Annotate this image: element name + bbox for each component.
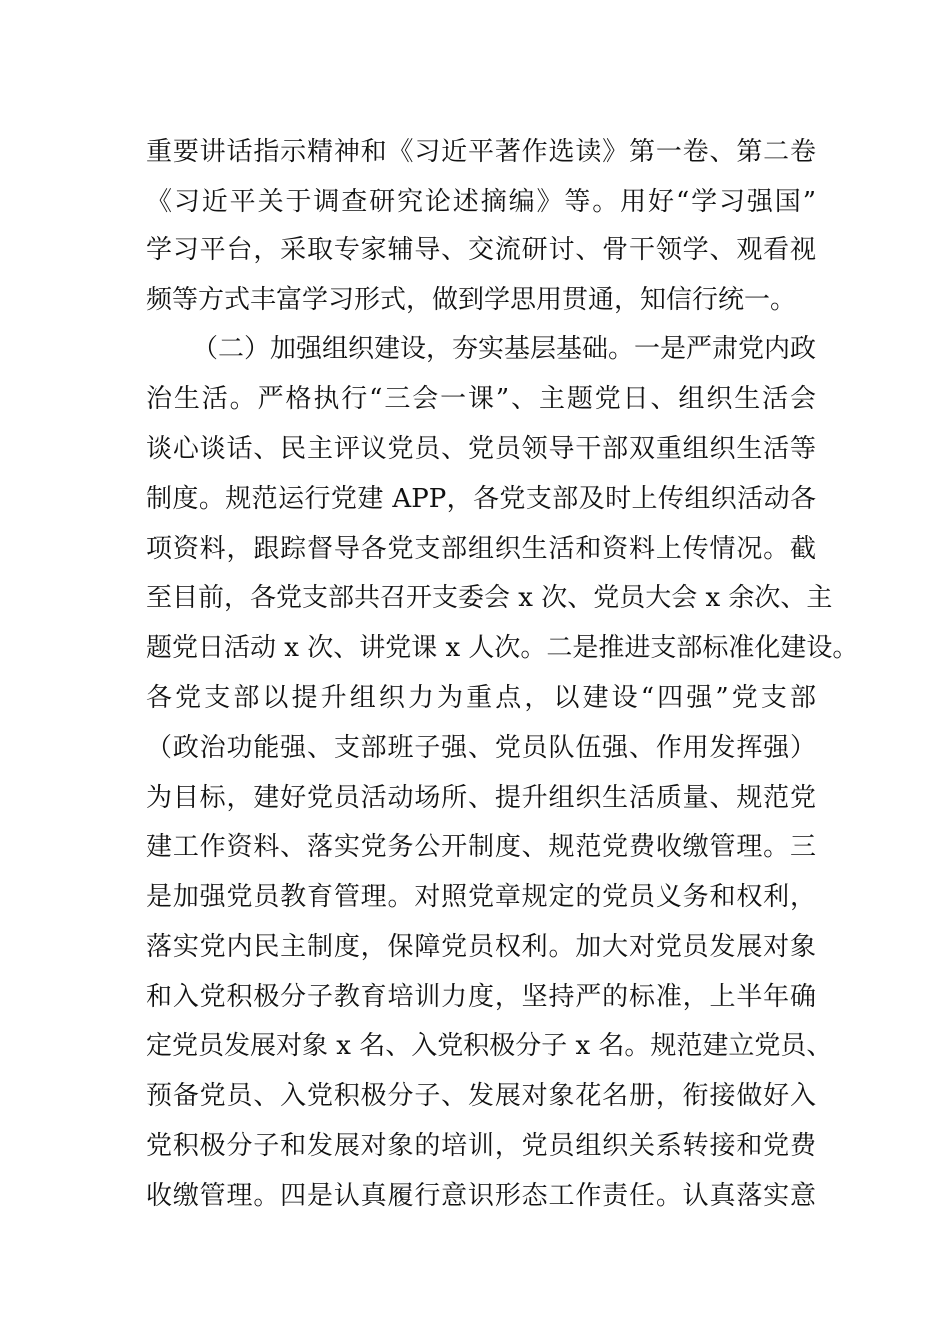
text-line-10: 至目前，各党支部共召开支委会 x 次、党员大会 x 余次、主 — [146, 583, 833, 613]
text-line-14: 为目标，建好党员活动场所、提升组织生活质量、规范党 — [146, 783, 816, 813]
text-line-3: 学习平台，采取专家辅导、交流研讨、骨干领学、观看视 — [146, 235, 816, 265]
text-line-19: 定党员发展对象 x 名、入党积极分子 x 名。规范建立党员、 — [146, 1031, 833, 1061]
text-line-8: 制度。规范运行党建 APP，各党支部及时上传组织活动各 — [146, 484, 816, 514]
text-line-18: 和入党积极分子教育培训力度，坚持严的标准，上半年确 — [146, 982, 816, 1012]
text-line-17: 落实党内民主制度，保障党员权利。加大对党员发展对象 — [146, 932, 816, 962]
text-line-15: 建工作资料、落实党务公开制度、规范党费收缴管理。三 — [146, 832, 816, 862]
text-line-21: 党积极分子和发展对象的培训，党员组织关系转接和党费 — [146, 1131, 816, 1161]
text-line-6: 治生活。严格执行“三会一课”、主题党日、组织生活会 — [146, 384, 816, 414]
text-line-13: （政治功能强、支部班子强、党员队伍强、作用发挥强） — [146, 733, 816, 763]
text-line-5: （二）加强组织建设，夯实基层基础。一是严肃党内政 — [192, 334, 817, 364]
text-line-16: 是加强党员教育管理。对照党章规定的党员义务和权利， — [146, 882, 816, 912]
text-line-9: 项资料，跟踪督导各党支部组织生活和资料上传情况。截 — [146, 534, 816, 564]
text-line-12: 各党支部以提升组织力为重点，以建设“四强”党支部 — [146, 683, 816, 713]
text-line-4: 频等方式丰富学习形式，做到学思用贯通，知信行统一。 — [146, 285, 797, 315]
text-line-11: 题党日活动 x 次、讲党课 x 人次。二是推进支部标准化建设。 — [146, 633, 859, 663]
text-line-1: 重要讲话指示精神和《习近平著作选读》第一卷、第二卷 — [146, 137, 816, 167]
text-line-22: 收缴管理。四是认真履行意识形态工作责任。认真落实意 — [146, 1181, 816, 1211]
text-line-20: 预备党员、入党积极分子、发展对象花名册，衔接做好入 — [146, 1081, 816, 1111]
text-line-7: 谈心谈话、民主评议党员、党员领导干部双重组织生活等 — [146, 434, 816, 464]
text-line-2: 《习近平关于调查研究论述摘编》等。用好“学习强国” — [146, 187, 816, 217]
